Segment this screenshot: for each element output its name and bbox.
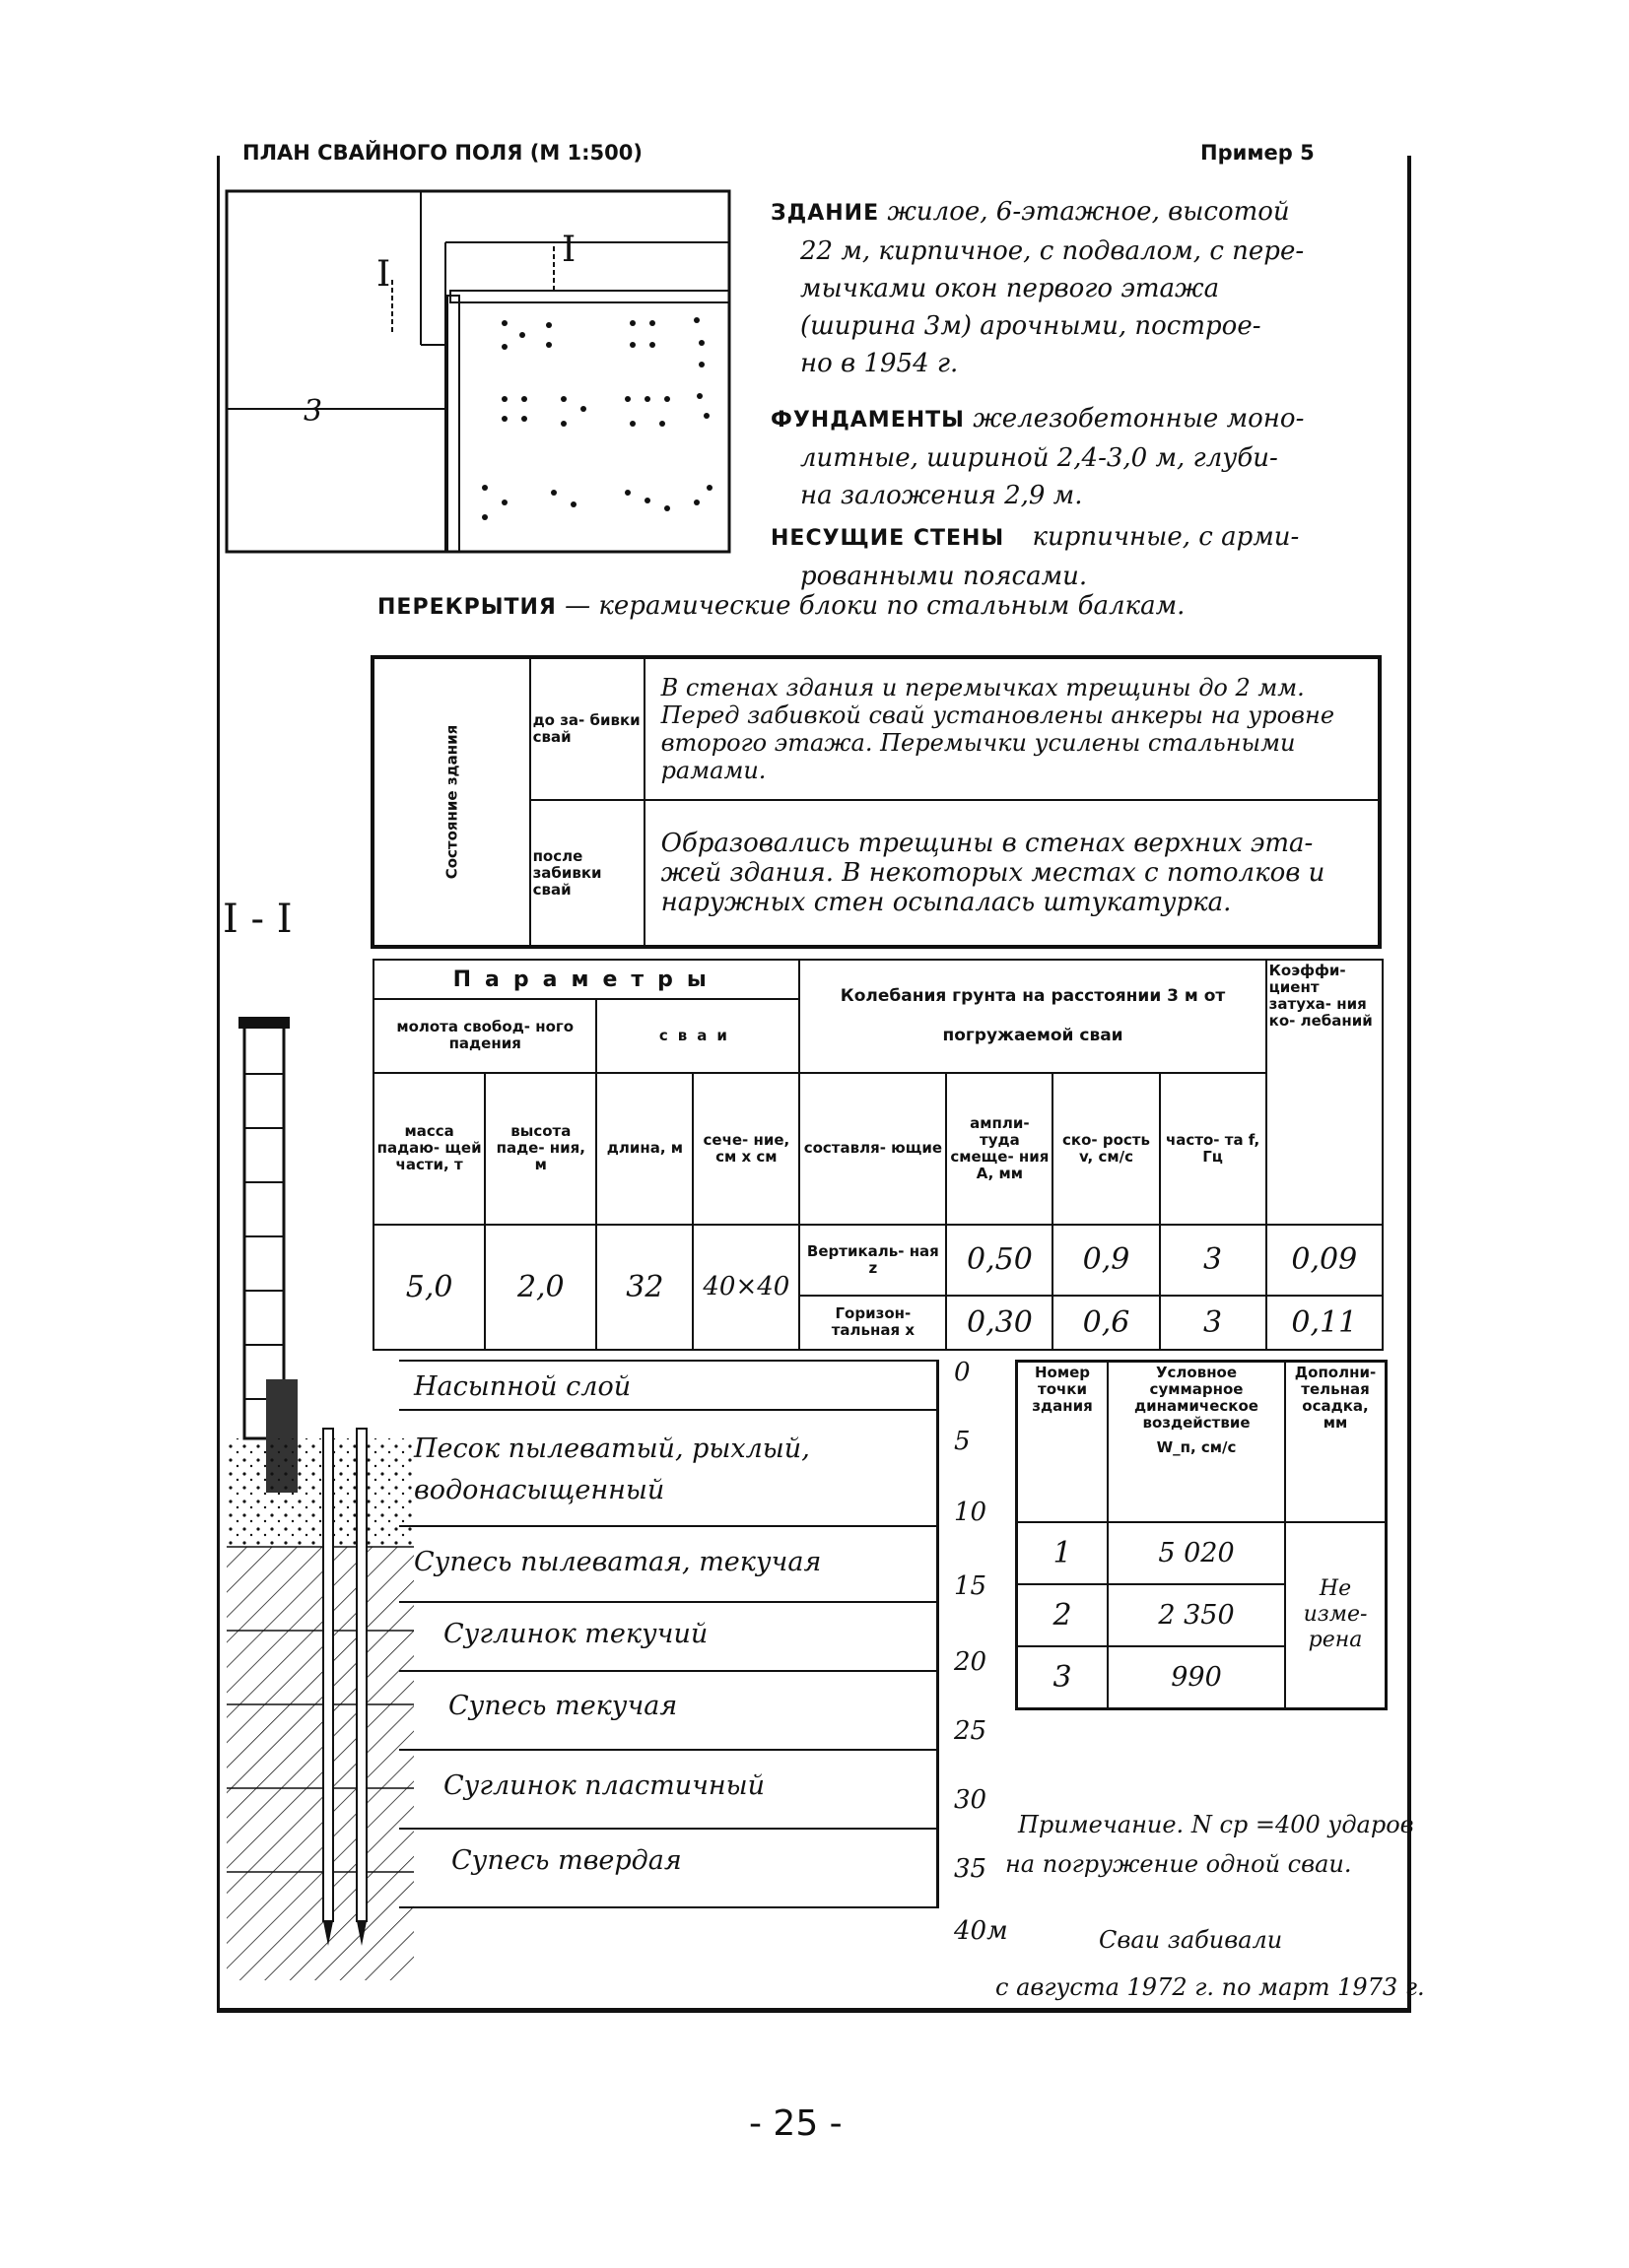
foundations-description (771, 400, 1382, 514)
row-horizontal-velocity: 0,6 (1052, 1296, 1159, 1350)
value-height: 2,0 (485, 1225, 596, 1350)
floors-label: ПЕРЕКРЫТИЯ (377, 595, 557, 620)
col-velocity: ско- рость v, см/с (1052, 1073, 1159, 1225)
layer-line-2 (399, 1525, 936, 1527)
building-description (771, 193, 1382, 382)
soil-layer-4: Суглинок текучий (443, 1619, 709, 1649)
condition-table (371, 655, 1382, 949)
driving-line-2: с августа 1972 г. по март 1973 г. (995, 1973, 1425, 2001)
row-vertical-component: Вертикаль- ная z (799, 1225, 946, 1296)
driving-line-1: Сваи забивали (1099, 1926, 1283, 1954)
pile-field-plan (219, 187, 741, 562)
row-vertical-amplitude: 0,50 (946, 1225, 1052, 1296)
section-mark-left: I (376, 254, 391, 295)
walls-description (771, 518, 1382, 595)
depth-tick-25: 25 (954, 1716, 987, 1746)
params-title: Параметры (373, 960, 799, 999)
point-3-num: 3 (1017, 1646, 1109, 1708)
foundations-label: ФУНДАМЕНТЫ (771, 408, 965, 433)
note-line-1: Примечание. N ср =400 ударов (1018, 1811, 1414, 1838)
depth-tick-40: 40м (954, 1916, 1008, 1946)
value-section: 40×40 (693, 1225, 799, 1350)
foundations-line-3: на заложения 2,9 м. (800, 481, 1083, 510)
col-section: сече- ние, см х см (693, 1073, 799, 1225)
depth-tick-35: 35 (954, 1854, 987, 1884)
layer-line-0 (399, 1360, 936, 1362)
walls-line-2: рованными поясами. (800, 562, 1088, 591)
col-mass: масса падаю- щей части, т (373, 1073, 485, 1225)
layer-line-1 (399, 1409, 936, 1411)
col-amplitude: ампли- туда смеще- ния A, мм (946, 1073, 1052, 1225)
building-line-2: 22 м, кирпичное, с подвалом, с пере- (800, 236, 1305, 266)
axis-number: 3 (304, 394, 323, 429)
row-horizontal-coef: 0,11 (1266, 1296, 1383, 1350)
value-length: 32 (596, 1225, 693, 1350)
pile-header: сваи (596, 999, 799, 1072)
building-line-5: но в 1954 г. (800, 349, 959, 378)
depth-tick-0: 0 (954, 1358, 971, 1387)
points-header-impact-sym: W_п, см/с (1156, 1438, 1237, 1456)
coef-header: Коэффи- циент затуха- ния ко- лебаний (1266, 960, 1383, 1225)
row-vertical-velocity: 0,9 (1052, 1225, 1159, 1296)
hammer-header: молота свобод- ного падения (373, 999, 596, 1072)
parameters-table (373, 959, 1384, 1351)
page-number: - 25 - (749, 2103, 843, 2144)
layer-line-7 (399, 1906, 936, 1908)
soil-layer-3: Супесь пылеватая, текучая (414, 1547, 822, 1577)
condition-text-before: В стенах здания и перемычках трещины до 2 мм. Перед забивкой свай установлены анкеры на уровне второго этажа. Перемычки усилены стальными рамами. (645, 657, 1380, 800)
note-line-2: на погружение одной сваи. (1005, 1850, 1352, 1878)
layer-line-5 (399, 1749, 936, 1751)
point-2-value: 2 350 (1108, 1584, 1285, 1646)
walls-line-1: кирпичные, с арми- (1032, 522, 1300, 552)
point-1-value: 5 020 (1108, 1522, 1285, 1584)
depth-tick-20: 20 (954, 1647, 987, 1677)
soil-layer-1: Насыпной слой (414, 1371, 632, 1402)
foundations-line-2: литные, шириной 2,4-3,0 м, глуби- (800, 443, 1278, 473)
building-line-1: жилое, 6-этажное, высотой (887, 197, 1290, 227)
section-label: I - I (223, 897, 293, 942)
points-table (1015, 1360, 1388, 1710)
soil-layer-7: Супесь твердая (451, 1845, 682, 1876)
page-title: ПЛАН СВАЙНОГО ПОЛЯ (М 1:500) (242, 141, 643, 165)
point-2-num: 2 (1017, 1584, 1109, 1646)
section-mark-right: I (562, 230, 577, 270)
depth-tick-15: 15 (954, 1571, 987, 1601)
condition-label-before: до за- бивки свай (530, 657, 645, 800)
building-line-4: (ширина 3м) арочными, построе- (800, 311, 1261, 341)
point-1-num: 1 (1017, 1522, 1109, 1584)
col-component: составля- ющие (799, 1073, 946, 1225)
row-vertical-coef: 0,09 (1266, 1225, 1383, 1296)
point-3-value: 990 (1108, 1646, 1285, 1708)
points-header-num: Номер точки здания (1017, 1362, 1109, 1522)
depth-tick-30: 30 (954, 1785, 987, 1815)
points-header-impact-cell (1108, 1362, 1285, 1522)
condition-text-after: Образовались трещины в стенах верхних эта- жей здания. В некоторых местах с потолков и наружных стен осыпалась штукатурка. (645, 800, 1380, 947)
row-horizontal-frequency: 3 (1160, 1296, 1266, 1350)
points-header-impact: Условное суммарное динамическое воздействие (1134, 1364, 1258, 1432)
col-frequency: часто- та f, Гц (1160, 1073, 1266, 1225)
building-line-3: мычками окон первого этажа (800, 274, 1220, 303)
row-horizontal-component: Горизон- тальная x (799, 1296, 946, 1350)
building-label: ЗДАНИЕ (771, 201, 880, 226)
col-length: длина, м (596, 1073, 693, 1225)
condition-label-after: после забивки свай (530, 800, 645, 947)
layer-line-3 (399, 1601, 936, 1603)
row-vertical-frequency: 3 (1160, 1225, 1266, 1296)
row-horizontal-amplitude: 0,30 (946, 1296, 1052, 1350)
foundations-line-1: железобетонные моно- (973, 404, 1305, 434)
soil-layer-5: Супесь текучая (448, 1691, 678, 1721)
walls-label: НЕСУЩИЕ СТЕНЫ (771, 526, 1005, 551)
depth-tick-5: 5 (954, 1427, 971, 1456)
floors-text: — керамические блоки по стальным балкам. (565, 591, 1186, 621)
layer-line-6 (399, 1828, 936, 1830)
soil-section-drawing (227, 1015, 414, 1990)
value-mass: 5,0 (373, 1225, 485, 1350)
condition-side-label: Состояние здания (442, 724, 461, 880)
soil-layer-6: Суглинок пластичный (443, 1770, 766, 1801)
layer-line-4 (399, 1670, 936, 1672)
settle-note: Не изме- рена (1285, 1522, 1387, 1709)
vibration-header: Колебания грунта на расстоянии 3 м от погружаемой сваи (799, 960, 1265, 1073)
points-header-settle: Дополни- тельная осадка, мм (1285, 1362, 1387, 1522)
condition-side-cell (373, 657, 530, 947)
soil-layer-2: Песок пылеватый, рыхлый, водонасыщенный (414, 1434, 810, 1505)
depth-tick-10: 10 (954, 1498, 987, 1527)
col-height: высота паде- ния, м (485, 1073, 596, 1225)
floors-description (377, 591, 1363, 621)
example-label: Пример 5 (1200, 141, 1315, 165)
